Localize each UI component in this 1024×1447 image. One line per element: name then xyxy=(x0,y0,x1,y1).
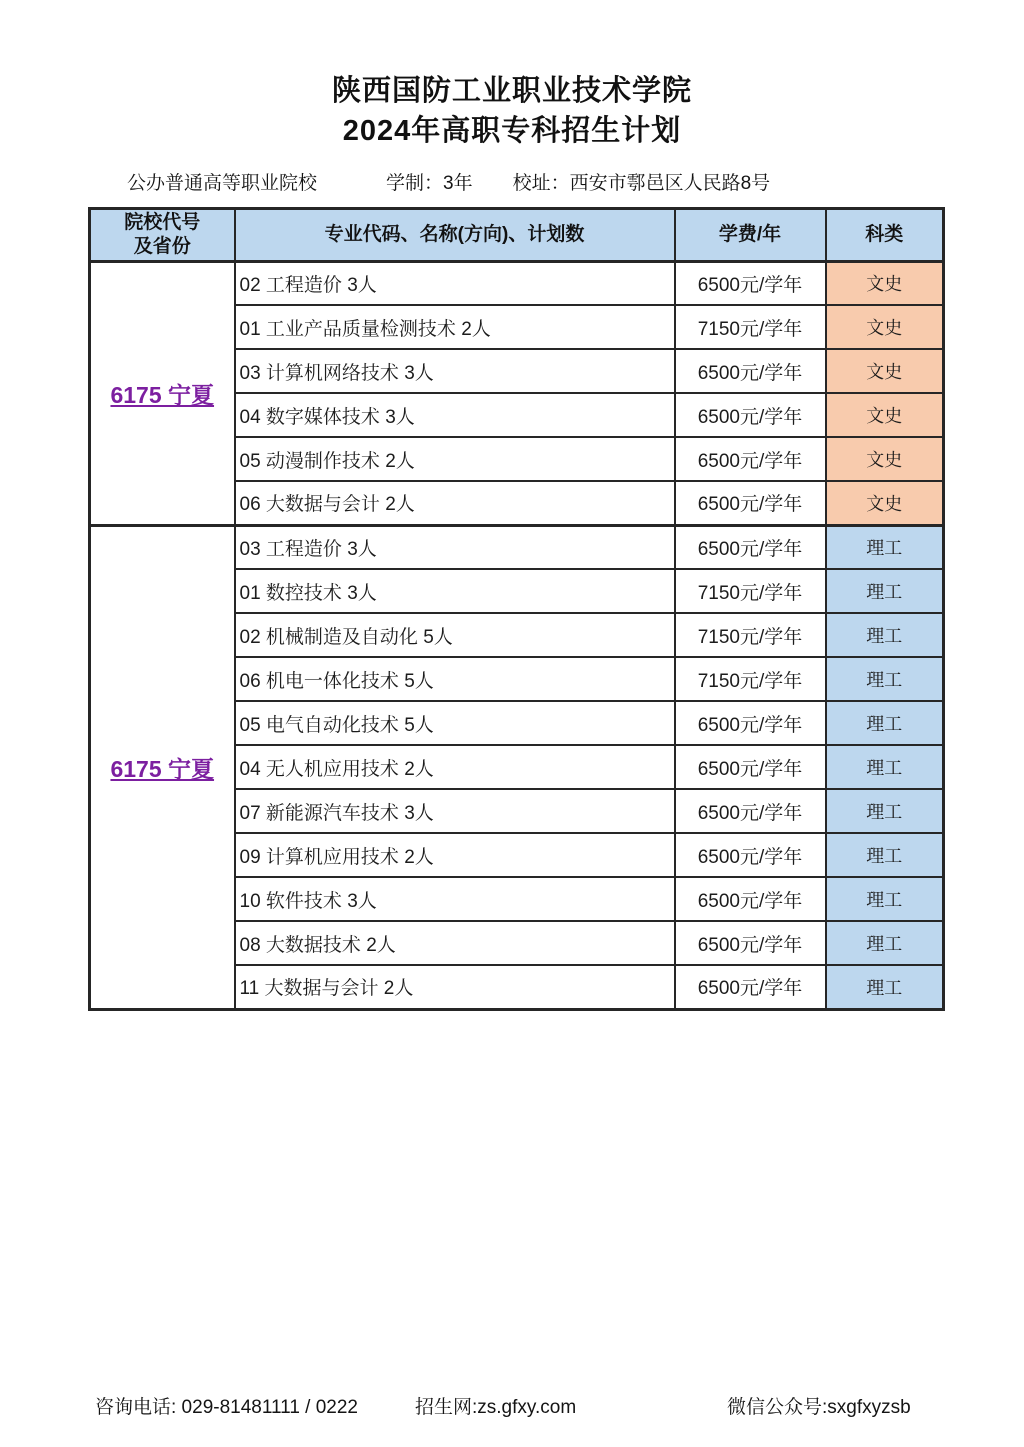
study-duration: 学制：3年 xyxy=(386,173,473,194)
category-cell: 理工 xyxy=(826,877,944,921)
major-cell: 11 大数据与会计 2人 xyxy=(235,965,675,1009)
major-cell: 02 机械制造及自动化 5人 xyxy=(235,613,675,657)
fee-cell: 6500元/学年 xyxy=(675,921,826,965)
college-code-province: 6175 宁夏 xyxy=(90,525,235,1009)
fee-cell: 7150元/学年 xyxy=(675,305,826,349)
school-address: 校址：西安市鄠邑区人民路8号 xyxy=(512,173,771,194)
page-subtitle: 2024年高职专科招生计划 xyxy=(342,115,682,147)
major-cell: 02 工程造价 3人 xyxy=(235,261,675,305)
school-type: 公办普通高等职业院校 xyxy=(127,173,318,194)
col-header-code-line2: 及省份 xyxy=(133,235,191,257)
category-cell: 文史 xyxy=(826,349,944,393)
major-cell: 04 无人机应用技术 2人 xyxy=(235,745,675,789)
fee-cell: 6500元/学年 xyxy=(675,481,826,525)
fee-cell: 7150元/学年 xyxy=(675,657,826,701)
fee-cell: 7150元/学年 xyxy=(675,613,826,657)
admissions-website: 招生网:zs.gfxy.com xyxy=(415,1397,577,1418)
fee-cell: 6500元/学年 xyxy=(675,393,826,437)
major-cell: 05 动漫制作技术 2人 xyxy=(235,437,675,481)
major-cell: 03 计算机网络技术 3人 xyxy=(235,349,675,393)
category-cell: 理工 xyxy=(826,525,944,569)
col-header-fee: 学费/年 xyxy=(675,209,826,262)
wechat-account: 微信公众号:sxgfxyzsb xyxy=(727,1397,911,1418)
major-cell: 06 大数据与会计 2人 xyxy=(235,481,675,525)
category-cell: 理工 xyxy=(826,613,944,657)
fee-cell: 6500元/学年 xyxy=(675,349,826,393)
fee-cell: 6500元/学年 xyxy=(675,745,826,789)
contact-phone: 咨询电话: 029-81481111 / 0222 xyxy=(95,1397,358,1418)
category-cell: 文史 xyxy=(826,393,944,437)
college-code-province: 6175 宁夏 xyxy=(90,261,235,525)
major-cell: 08 大数据技术 2人 xyxy=(235,921,675,965)
major-cell: 03 工程造价 3人 xyxy=(235,525,675,569)
col-header-category: 科类 xyxy=(826,209,944,262)
category-cell: 理工 xyxy=(826,921,944,965)
category-cell: 理工 xyxy=(826,833,944,877)
major-cell: 06 机电一体化技术 5人 xyxy=(235,657,675,701)
fee-cell: 6500元/学年 xyxy=(675,525,826,569)
col-header-major: 专业代码、名称(方向)、计划数 xyxy=(235,209,675,262)
enrollment-plan-table xyxy=(88,207,945,1011)
category-cell: 理工 xyxy=(826,701,944,745)
category-cell: 理工 xyxy=(826,789,944,833)
category-cell: 理工 xyxy=(826,965,944,1009)
category-cell: 文史 xyxy=(826,437,944,481)
fee-cell: 6500元/学年 xyxy=(675,701,826,745)
category-cell: 理工 xyxy=(826,657,944,701)
fee-cell: 6500元/学年 xyxy=(675,437,826,481)
fee-cell: 6500元/学年 xyxy=(675,877,826,921)
school-info-line xyxy=(127,168,770,195)
major-cell: 09 计算机应用技术 2人 xyxy=(235,833,675,877)
major-cell: 10 软件技术 3人 xyxy=(235,877,675,921)
category-cell: 文史 xyxy=(826,261,944,305)
category-cell: 文史 xyxy=(826,481,944,525)
category-cell: 理工 xyxy=(826,569,944,613)
fee-cell: 6500元/学年 xyxy=(675,789,826,833)
col-header-code-province xyxy=(90,209,235,262)
fee-cell: 6500元/学年 xyxy=(675,833,826,877)
table-header-row xyxy=(90,209,944,262)
table-row xyxy=(90,261,944,305)
fee-cell: 7150元/学年 xyxy=(675,569,826,613)
major-cell: 01 数控技术 3人 xyxy=(235,569,675,613)
major-cell: 04 数字媒体技术 3人 xyxy=(235,393,675,437)
major-cell: 07 新能源汽车技术 3人 xyxy=(235,789,675,833)
major-cell: 01 工业产品质量检测技术 2人 xyxy=(235,305,675,349)
fee-cell: 6500元/学年 xyxy=(675,965,826,1009)
category-cell: 文史 xyxy=(826,305,944,349)
category-cell: 理工 xyxy=(826,745,944,789)
page-title: 陕西国防工业职业技术学院 xyxy=(331,75,692,107)
major-cell: 05 电气自动化技术 5人 xyxy=(235,701,675,745)
fee-cell: 6500元/学年 xyxy=(675,261,826,305)
col-header-code-line1: 院校代号 xyxy=(124,212,201,233)
table-row xyxy=(90,525,944,569)
